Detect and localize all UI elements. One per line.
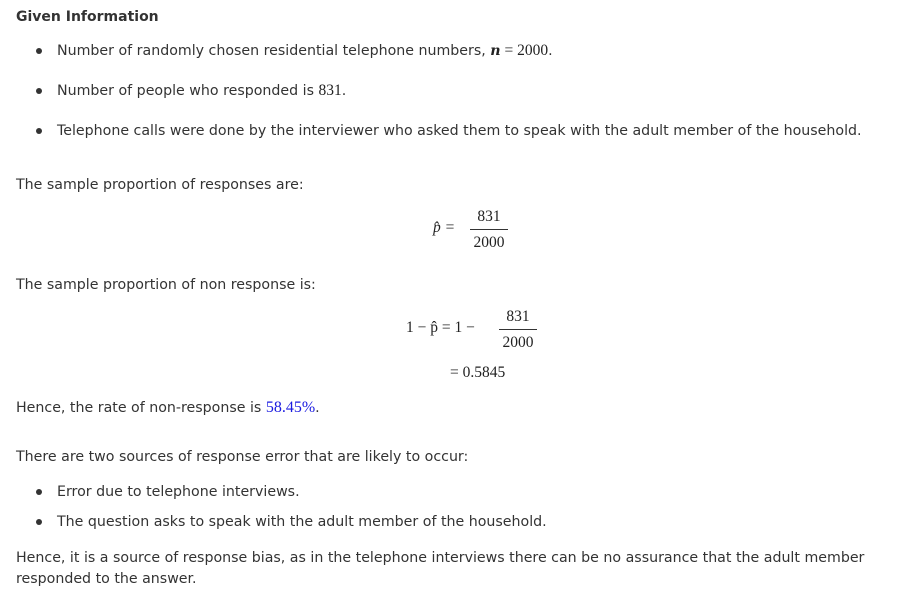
given-item-responded: Number of people who responded is 831. bbox=[57, 82, 347, 99]
nonresponse-rate-value: 58.45% bbox=[265, 399, 316, 416]
nonresponse-conclusion: Hence, the rate of non-response is 58.45%. bbox=[16, 399, 320, 416]
bullet-dot bbox=[36, 88, 42, 94]
bullet-dot bbox=[36, 489, 42, 495]
given-item-calls: Telephone calls were done by the interviewer who asked them to speak with the adult member of the household. bbox=[57, 123, 862, 139]
bullet-dot bbox=[36, 519, 42, 525]
nonresponse-intro: The sample proportion of non response is: bbox=[16, 277, 316, 293]
source-item: The question asks to speak with the adult member of the household. bbox=[57, 514, 547, 530]
nonresponse-numerator: 831 bbox=[506, 308, 530, 325]
bullet-dot bbox=[36, 48, 42, 54]
response-fraction bbox=[470, 208, 508, 252]
response-lhs: p̂ = bbox=[433, 219, 456, 236]
section-heading: Given Information bbox=[16, 9, 159, 25]
response-intro: The sample proportion of responses are: bbox=[16, 177, 304, 193]
fraction-bar bbox=[470, 229, 508, 230]
sources-intro: There are two sources of response error that are likely to occur: bbox=[16, 449, 469, 465]
response-numerator: 831 bbox=[477, 208, 501, 225]
nonresponse-fraction bbox=[499, 308, 537, 352]
final-paragraph: Hence, it is a source of response bias, as in the telephone interviews there can be no assurance that the adult member responded to the answer. bbox=[16, 550, 865, 587]
response-denominator: 2000 bbox=[473, 234, 505, 251]
source-item: Error due to telephone interviews. bbox=[57, 484, 300, 500]
nonresponse-result: = 0.5845 bbox=[450, 364, 506, 381]
bullet-dot bbox=[36, 128, 42, 134]
nonresponse-lhs: 1 − p̂ = 1 − bbox=[406, 319, 475, 336]
given-item-sample-size: Number of randomly chosen residential telephone numbers, n = 2000. bbox=[57, 42, 553, 59]
fraction-bar bbox=[499, 329, 537, 330]
nonresponse-denominator: 2000 bbox=[502, 334, 534, 351]
